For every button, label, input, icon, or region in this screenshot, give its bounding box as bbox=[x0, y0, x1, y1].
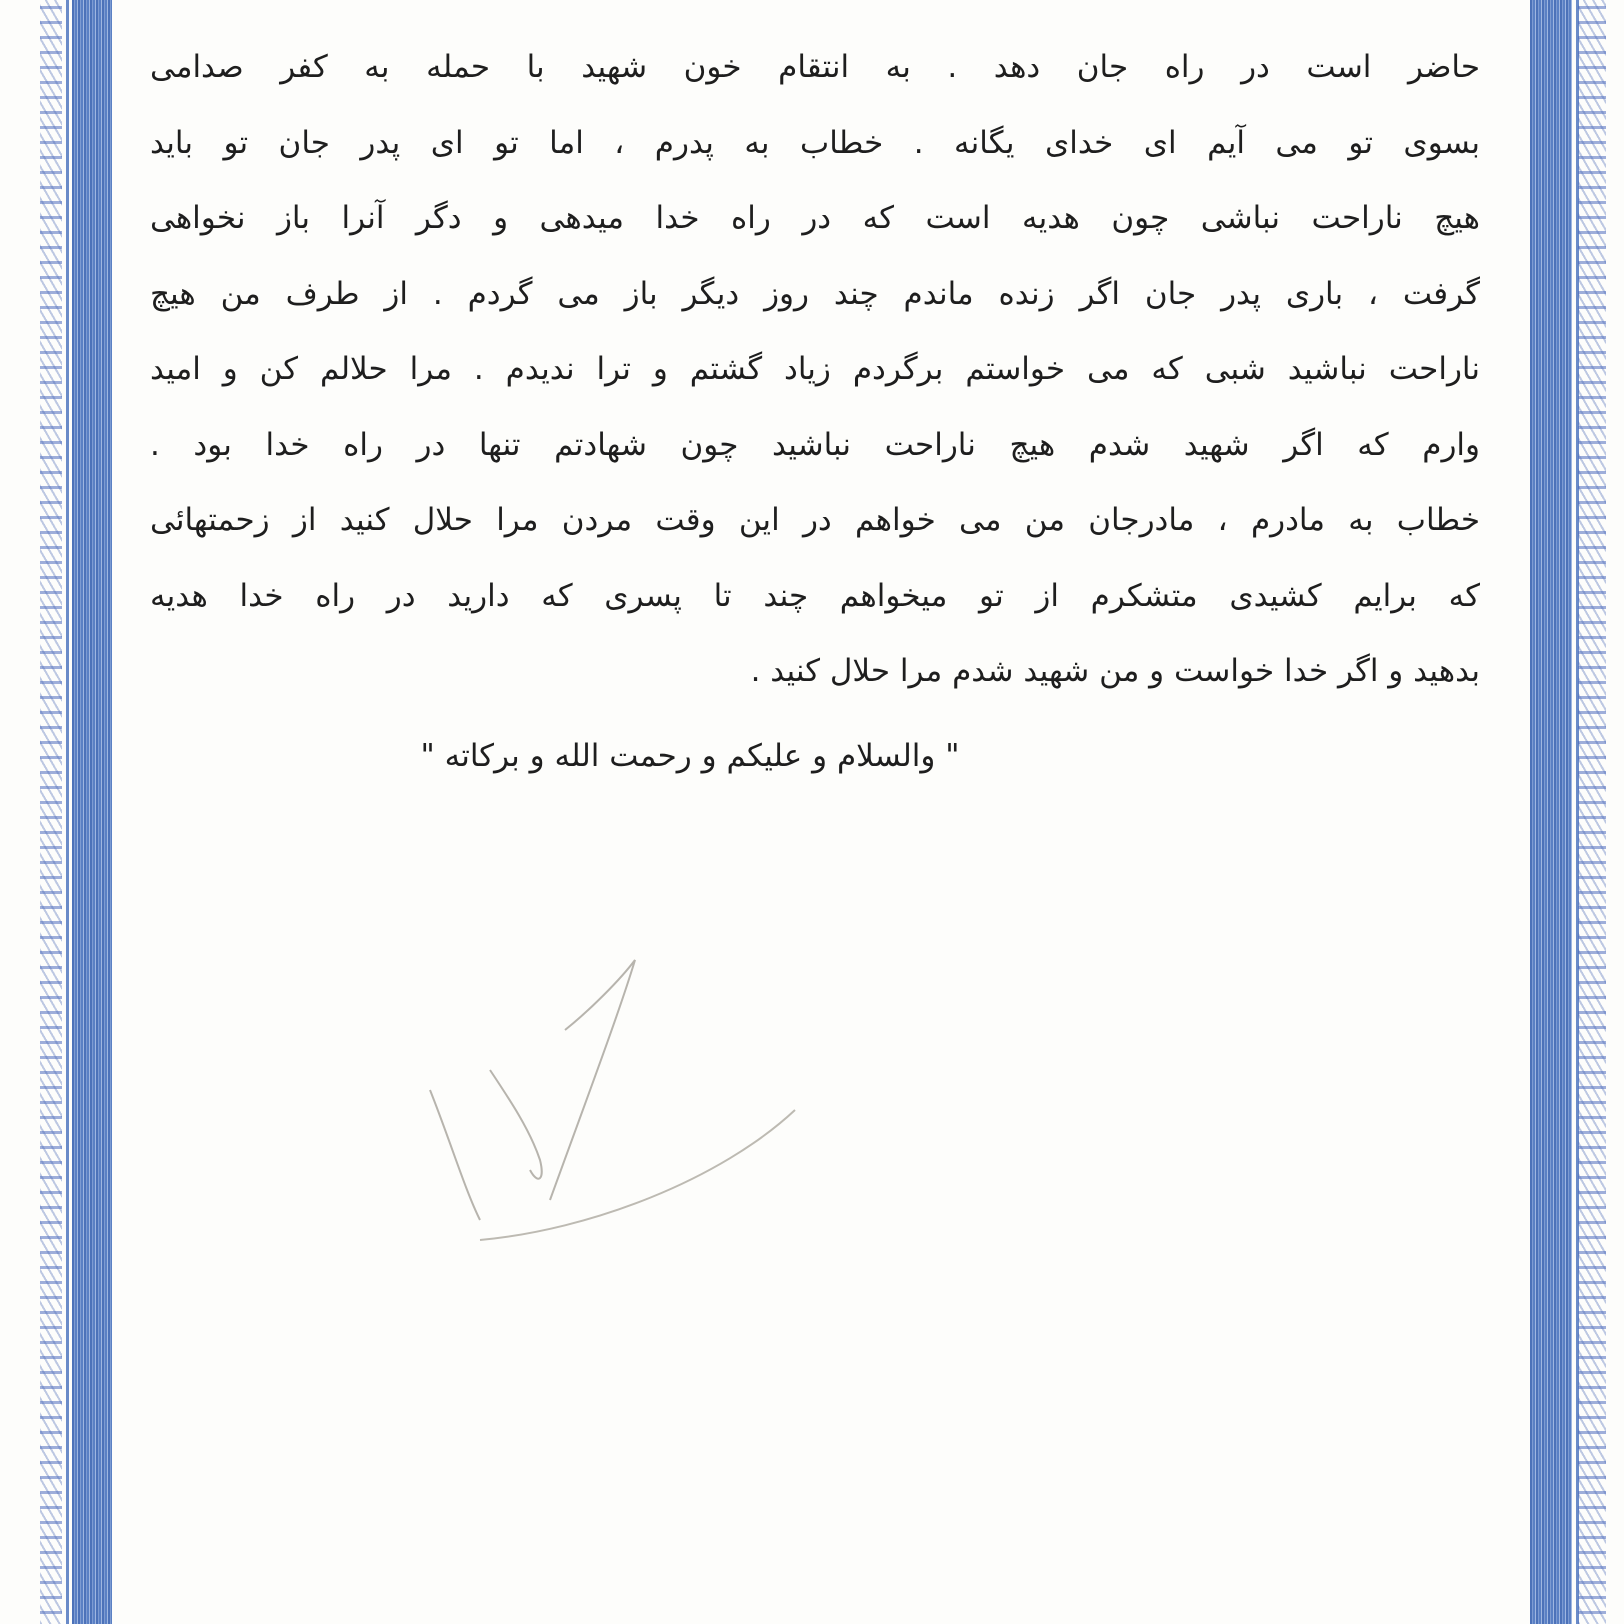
letter-line: وارم که اگر شهید شدم هیچ ناراحت نباشید چون شهادتم تنها در راه خدا بود . bbox=[150, 426, 1480, 463]
letter-body bbox=[150, 30, 1480, 710]
left-ornamental-border bbox=[40, 0, 62, 1624]
letter-line: گرفت ، باری پدر جان اگر زنده ماندم چند روز دیگر باز می گردم . از طرف من هیچ bbox=[150, 275, 1480, 312]
letter-line: هیچ ناراحت نباشی چون هدیه است که در راه خدا میدهی و دگر آنرا باز نخواهی bbox=[150, 200, 1480, 236]
handwritten-number-mark bbox=[420, 950, 840, 1250]
closing-salutation: " والسلام و علیکم و رحمت الله و برکاته " bbox=[420, 738, 960, 774]
letter-line: بدهید و اگر خدا خواست و من شهید شدم مرا حلال کنید . bbox=[750, 653, 1480, 689]
letter-line: خطاب به مادرم ، مادرجان من می خواهم در این وقت مردن مرا حلال کنید از زحمتهائی bbox=[150, 502, 1480, 538]
letter-line: ناراحت نباشید شبی که می خواستم برگردم زیاد گشتم و ترا ندیدم . مرا حلالم کن و امید bbox=[150, 351, 1480, 387]
left-border-rule bbox=[66, 0, 69, 1624]
right-blue-border-band bbox=[1530, 0, 1572, 1624]
letter-line: بسوی تو می آیم ای خدای یگانه . خطاب به پدرم ، اما تو ای پدر جان تو باید bbox=[150, 124, 1480, 161]
letter-line: که برایم کشیدی متشکرم از تو میخواهم چند تا پسری که دارید در راه خدا هدیه bbox=[150, 577, 1480, 614]
right-ornamental-border bbox=[1578, 0, 1606, 1624]
letter-line: حاضر است در راه جان دهد . به انتقام خون شهید با حمله به کفر صدامی bbox=[150, 49, 1480, 85]
left-blue-border-band bbox=[72, 0, 112, 1624]
